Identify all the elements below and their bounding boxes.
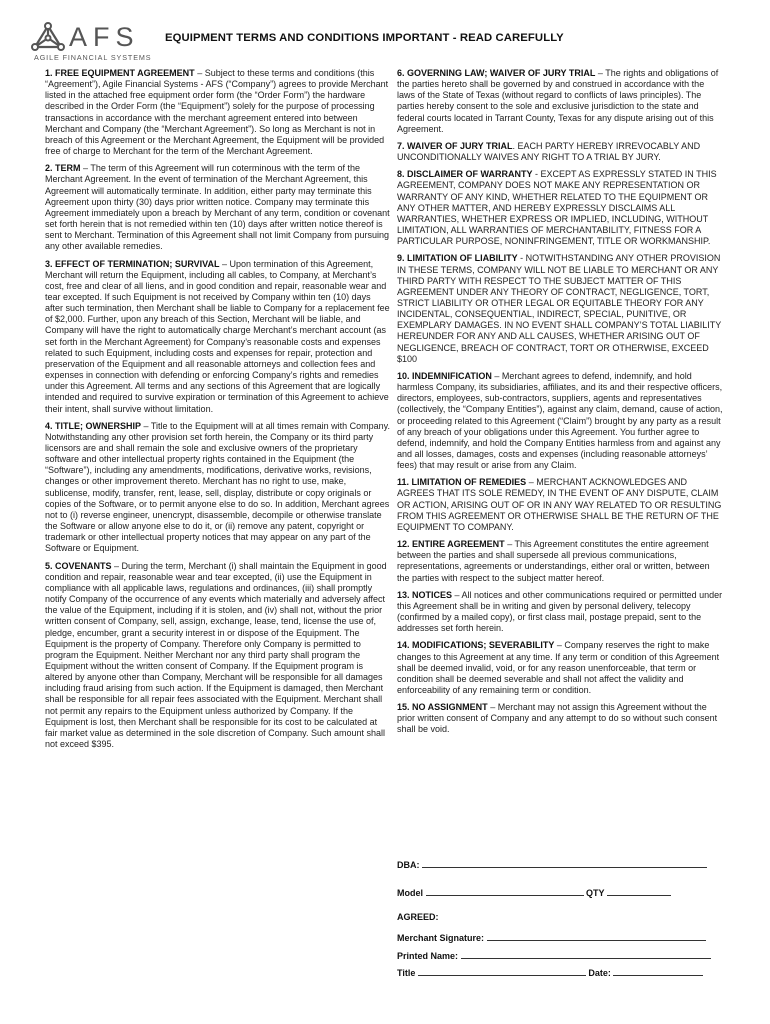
title-field[interactable] [418,967,586,976]
section-2 [45,163,390,252]
section-body: – Merchant agrees to defend, indemnify, and hold harmless Company, its subsidiaries, affiliates, and its and their respective officers, directors, employees, sub-contractors, suppliers, agents and representatives (collectively, the “Company Entities”), against any claim, demand, cause of action, or proceeding related to this Agreement (“Claim”) brought by any party as a result of any breach of your obligations under this Agreement. You further agree to defend, indemnify, and hold the Company Entities harmless from and against any and all losses, damages, costs and expenses (including reasonable attorneys’ fees) that may result or arise from any Claim. [397,370,723,471]
section-body: – MERCHANT ACKNOWLEDGES AND AGREES THAT ITS SOLE REMEDY, IN THE EVENT OF ANY DISPUTE, CLAIM OR ACTION, ARISING OUT OF OR IN ANY WAY RELATED TO OR RESULTING FROM THIS AGREEMENT OR OTHERWISE SHALL BE THE RETURN OF THE EQUIPMENT TO COMPANY. [397,477,722,532]
section-5 [45,561,390,751]
left-column [45,68,390,756]
logo-mark-icon [31,22,65,52]
section-heading: 6. GOVERNING LAW; WAIVER OF JURY TRIAL [397,68,596,78]
section-body: – Title to the Equipment will at all times remain with Company. Notwithstanding any other provision set forth herein, the Company or its third party licensors are and shall remain the sole and exclusive owners of the proprietary software and other intellectual property rights contained in the Equipment (the “Software”), including any amendments, modifications, derivative works, revisions, changes or other improvement thereto. Merchant has no right to use, make, sublicense, modify, transfer, rent, lease, sell, display, distribute or copy originals or copies of the Software, or to permit anyone else to do so. In addition, Merchant agrees not to (i) reverse engineer, unencrypt, disassemble, decompile or otherwise translate the Software or allow anyone else to do it, or (ii) remove any patent, copyright or trademark or other intellectual property notices that may appear on any part of the Software or Equipment. [45,420,390,554]
section-body: – Merchant may not assign this Agreement without the prior written consent of Company and any attempt to do so without such consent shall be void. [397,702,718,735]
company-logo [31,22,151,62]
qty-field[interactable] [607,887,671,896]
section-heading: 3. EFFECT OF TERMINATION; SURVIVAL [45,258,220,269]
merchant-signature-label: Merchant Signature: [397,933,485,943]
section-13 [397,590,723,635]
section-body: – Upon termination of this Agreement, Merchant will return the Equipment, including all cables, to Company, at Merchant’s cost, free and clear of all liens, and in good condition and repair, reasonable wear and tear excepted. If such Equipment is not received by Company within ten (10) days after such termination, then Merchant shall be liable to Company for a replacement fee of $2,000. Further, upon any breach of this Section, Merchant will be liable, and Company will have the right to automatically charge Merchant’s merchant account (as set forth in the Merchant Agreement) for Company’s reasonable costs and expenses related to such Equipment, including costs and expenses for repair, protection and preservation of the Equipment and all reasonable attorneys and collection fees and expenses in connection with defending or enforcing Company’s rights and remedies under this Agreement. All terms and any sections of this Agreement that are logically intended and required to survive expiration or termination of this Agreement to achieve their intent, shall survive without limitation. [45,258,390,414]
section-heading: 1. FREE EQUIPMENT AGREEMENT [45,68,195,78]
section-body: – The rights and obligations of the parties hereto shall be governed by and construed in accordance with the laws of the State of Texas (without regard to conflicts of laws principles). The parties hereby consent to the sole and exclusive jurisdiction to the state and federal courts located in Tarrant County, Texas for any dispute arising out of this Agreement. [397,68,719,134]
title-label: Title [397,968,416,978]
date-label: Date: [588,968,611,978]
dba-label: DBA: [397,860,420,870]
logo-subtitle: AGILE FINANCIAL SYSTEMS [34,53,152,62]
section-heading: 9. LIMITATION OF LIABILITY [397,253,518,264]
document-title: EQUIPMENT TERMS AND CONDITIONS IMPORTANT - READ CAREFULLY [165,32,564,44]
agreed-label: AGREED: [397,912,439,922]
section-body: – Company reserves the right to make changes to this Agreement at any time. If any term or condition of this Agreement shall be deemed invalid, void, or for any reason unenforceable, that term or condition shall be deemed severable and shall not affect the validity and enforceability of any remaining term or condition. [397,640,720,695]
section-heading: 2. TERM [45,163,81,174]
title-date-row [397,967,727,978]
section-10 [397,371,723,471]
section-8 [397,169,723,247]
right-column [397,68,723,742]
dba-row [397,859,727,870]
model-label: Model [397,888,423,898]
merchant-signature-row [397,932,727,943]
section-3 [45,259,390,415]
section-heading: 5. COVENANTS [45,560,112,571]
logo-wordmark: AFS [69,22,140,52]
section-body: . EACH PARTY HEREBY IRREVOCABLY AND UNCONDITIONALLY WAIVES ANY RIGHT TO A TRIAL BY JURY. [397,140,701,163]
printed-name-label: Printed Name: [397,951,459,961]
printed-name-field[interactable] [461,950,711,959]
section-heading: 13. NOTICES [397,589,453,600]
section-9 [397,253,723,365]
section-15 [397,702,723,735]
section-body: – This Agreement constitutes the entire agreement between the parties and shall supersede all previous communications, representations, agreements or understandings, either oral or written, between the parties with respect to the subject matter hereof. [397,539,710,583]
section-heading: 10. INDEMNIFICATION [397,370,492,381]
section-heading: 8. DISCLAIMER OF WARRANTY [397,169,533,180]
section-heading: 4. TITLE; OWNERSHIP [45,420,142,431]
date-field[interactable] [613,967,703,976]
section-heading: 11. LIMITATION OF REMEDIES [397,477,527,488]
dba-field[interactable] [422,859,707,868]
section-body: – All notices and other communications required or permitted under this Agreement shall be in writing and given by personal delivery, telecopy (confirmed by a mailed copy), or first class mail, postage prepaid, sent to the addresses set forth herein. [397,589,723,634]
section-4 [45,421,390,555]
section-12 [397,539,723,584]
section-heading: 12. ENTIRE AGREEMENT [397,539,505,550]
section-11 [397,477,723,533]
section-body: – The term of this Agreement will run coterminous with the term of the Merchant Agreement. In the event of termination of the Merchant Agreement, this Agreement will automatically terminate. In addition, either party may terminate this Agreement upon thirty (30) days prior written notice. Company may terminate this Agreement immediately upon a breach by Merchant of any term, condition or covenant set forth herein that is not remedied within ten (10) days after written notice thereof is sent to Merchant. Termination of this Agreement shall not limit Company from pursuing any other available remedies. [45,163,390,252]
section-body: – Subject to these terms and conditions (this “Agreement”), Agile Financial Systems - AFS (“Company”) agrees to provide Merchant listed in the attached free equipment order form (the “Order Form”) the hardware described in the Order Form (the “Equipment”) solely for the purpose of processing transactions in accordance with the merchant agreement entered into between Merchant and Company (the “Merchant Agreement”). So long as Merchant is not in breach of this Agreement or the Merchant Agreement, the Equipment will be provided free of charge to Merchant for the term of the Merchant Agreement. [45,68,389,157]
printed-name-row [397,950,727,961]
section-body: – During the term, Merchant (i) shall maintain the Equipment in good condition and repair, reasonable wear and tear excepted, (ii) use the Equipment in compliance with all applicable laws, regulations and ordinances, (iii) shall promptly notify Company of the occurrence of any events which materially and adversely affect the value of the Equipment, including if it is stolen, and (iv) shall not, without the prior written consent of Company, sell, assign, exchange, lease, tend, license the use of, pledge, encumber, grant a security interest in or dispose of the Equipment. The Equipment is the property of Company. Therefore only Company is permitted to program the Equipment. Neither Merchant nor any third party shall program the Equipment without the written consent of Company. If the Equipment program is altered by anyone other than Company, Merchant will be responsible for all damages including fraud arising from such action. If the Equipment is damaged, then Merchant shall be responsible for all repair fees associated with the Equipment. Merchant shall not permit any repairs to the Equipment unless authorized by Company. If the Equipment is lost, then Merchant shall be responsible for its cost to be calculated at fair market value as determined in the sole discretion of Company. Such amount shall not exceed $395. [45,560,387,750]
model-field[interactable] [426,887,584,896]
qty-label: QTY [586,888,605,898]
section-heading: 14. MODIFICATIONS; SEVERABILITY [397,640,555,651]
merchant-signature-field[interactable] [487,932,706,941]
section-14 [397,640,723,696]
section-7 [397,141,723,163]
section-body: - NOTWITHSTANDING ANY OTHER PROVISION IN THESE TERMS, COMPANY WILL NOT BE LIABLE TO MERCHANT OR ANY THIRD PARTY WITH RESPECT TO THE SUBJECT MATTER OF THIS AGREEMENT UNDER ANY THEORY OF CONTRACT, NEGLIGENCE, TORT, STRICT LIABILITY OR OTHER LEGAL OR EQUITABLE THEORY FOR ANY INCIDENTAL, CONSEQUENTIAL, INDIRECT, SPECIAL, PUNITIVE, OR EXEMPLARY DAMAGES. IN NO EVENT SHALL COMPANY’S TOTAL LIABILITY HEREUNDER FOR ANY AND ALL CAUSES, WHETHER ARISING OUT OF NEGLIGENCE, BREACH OF CONTRACT, TORT OR OTHERWISE, EXCEED $100 [397,253,722,364]
section-heading: 15. NO ASSIGNMENT [397,702,488,713]
section-6 [397,68,723,135]
section-body: - EXCEPT AS EXPRESSLY STATED IN THIS AGREEMENT, COMPANY DOES NOT MAKE ANY REPRESENTATION OR WARRANTY OF ANY KIND, WHETHER RELATED TO THE EQUIPMENT OR ANY OTHER MATTER, AND HEREBY EXPRESSLY DISCLAIMS ALL WARRANTIES, WHETHER EXPRESS OR IMPLIED, INCLUDING, WITHOUT LIMITATION, ALL WARRANTIES OF MERCHANTABILITY, FITNESS FOR A PARTICULAR PURPOSE, NONINFRINGEMENT, TITLE OR WORKMANSHIP. [397,169,717,247]
section-heading: 7. WAIVER OF JURY TRIAL [397,140,513,151]
model-row [397,887,727,898]
section-1 [45,68,390,157]
